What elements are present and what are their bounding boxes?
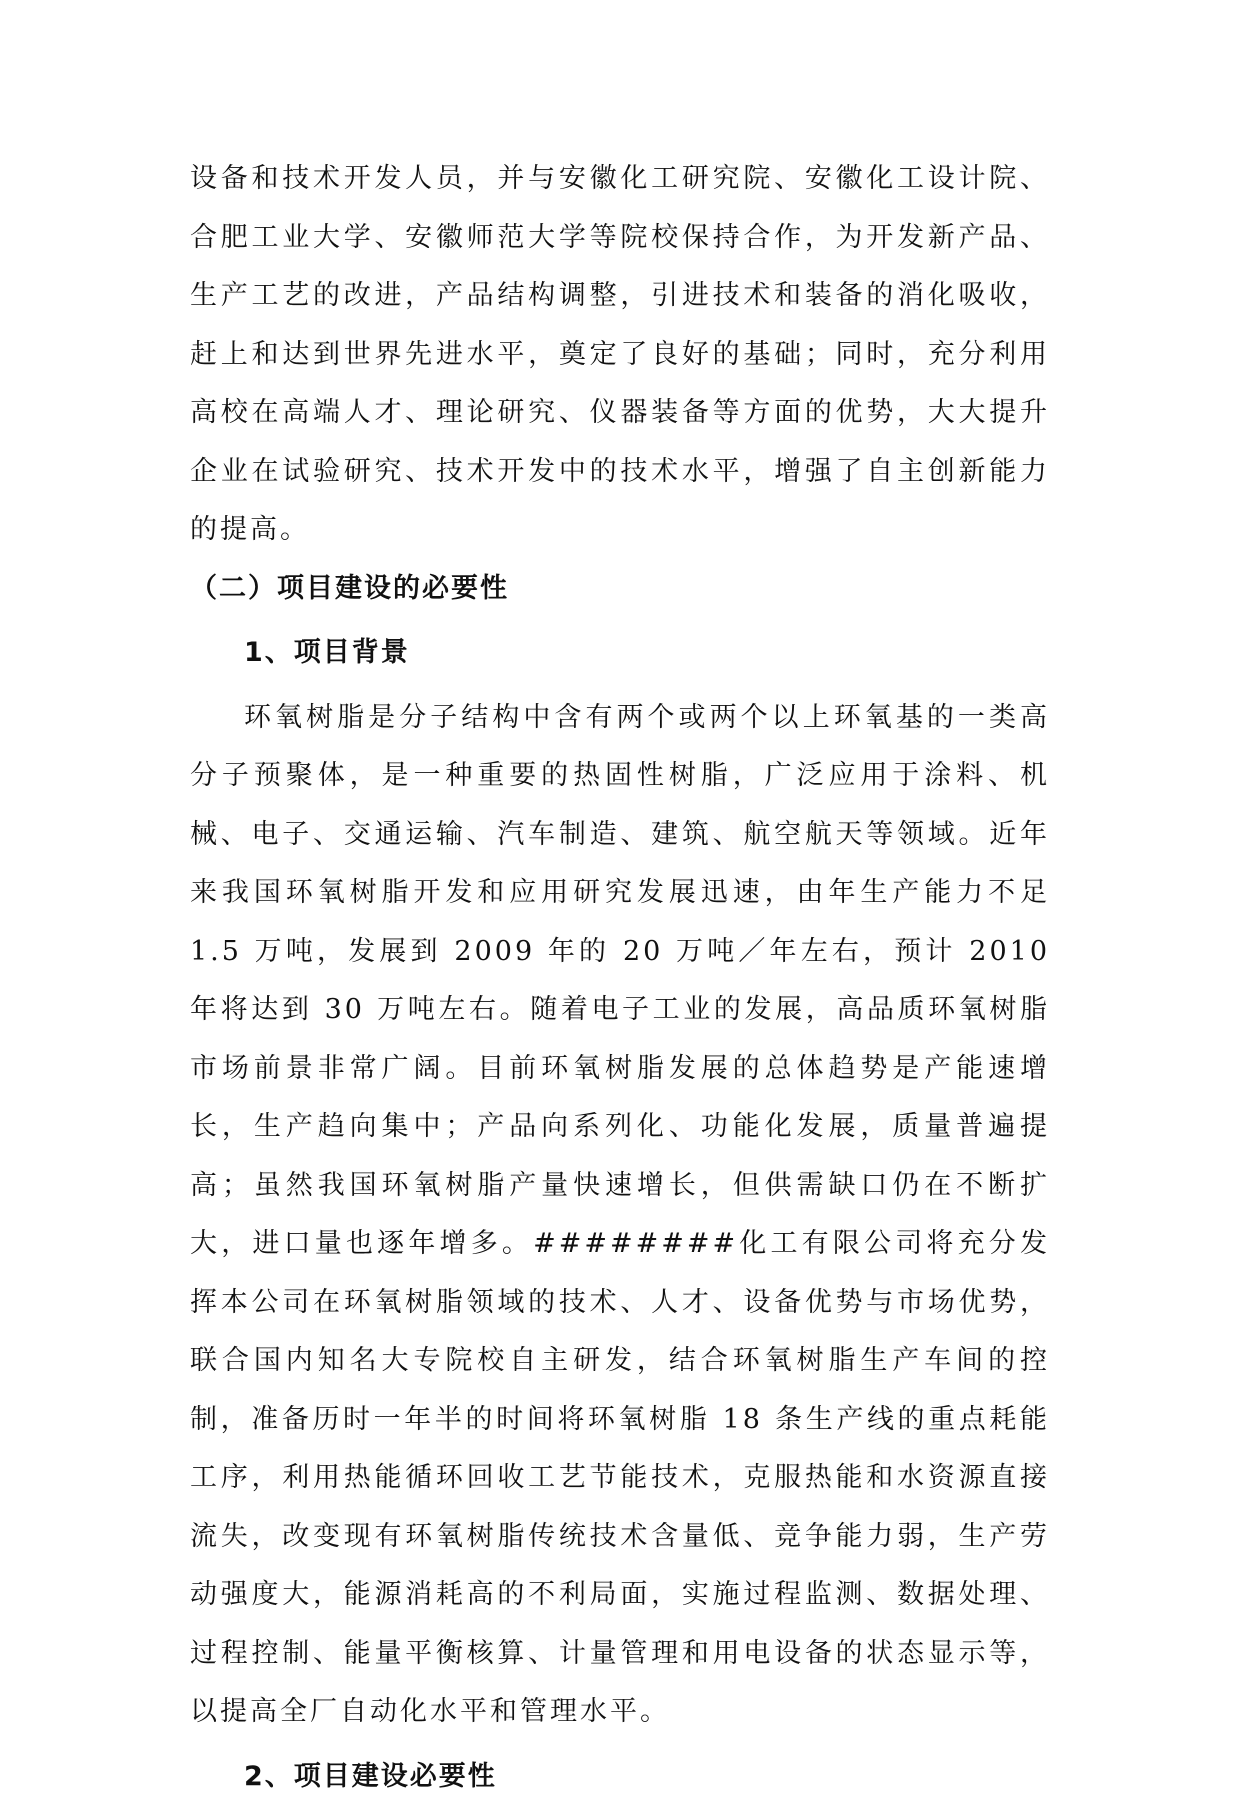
subheading-necessity: 2、项目建设必要性 <box>190 1748 1050 1806</box>
section-heading: （二）项目建设的必要性 <box>190 560 1050 619</box>
paragraph-background: 环氧树脂是分子结构中含有两个或两个以上环氧基的一类高分子预聚体，是一种重要的热固性树脂，广泛应用于涂料、机械、电子、交通运输、汽车制造、建筑、航空航天等领域。近年来我国环氧树脂开发和应用研究发展迅速，由年生产能力不足 1.5 万吨，发展到 2009 年的 20 万吨／年左右，预计 2010 年将达到 30 万吨左右。随着电子工业的发展，高品质环氧树脂市场前景非常广阔。目前环氧树脂发展的总体趋势是产能速增长，生产趋向集中；产品向系列化、功能化发展，质量普遍提高；虽然我国环氧树脂产量快速增长，但供需缺口仍在不断扩大，进口量也逐年增多。########化工有限公司将充分发挥本公司在环氧树脂领域的技术、人才、设备优势与市场优势，联合国内知名大专院校自主研发，结合环氧树脂生产车间的控制，准备历时一年半的时间将环氧树脂 18 条生产线的重点耗能工序，利用热能循环回收工艺节能技术，克服热能和水资源直接流失，改变现有环氧树脂传统技术含量低、竞争能力弱，生产劳动强度大，能源消耗高的不利局面，实施过程监测、数据处理、过程控制、能量平衡核算、计量管理和用电设备的状态显示等，以提高全厂自动化水平和管理水平。 <box>190 689 1050 1742</box>
paragraph-intro: 设备和技术开发人员，并与安徽化工研究院、安徽化工设计院、合肥工业大学、安徽师范大学等院校保持合作，为开发新产品、生产工艺的改进，产品结构调整，引进技术和装备的消化吸收，赶上和达到世界先进水平，奠定了良好的基础；同时，充分利用高校在高端人才、理论研究、仪器装备等方面的优势，大大提升企业在试验研究、技术开发中的技术水平，增强了自主创新能力的提高。 <box>190 150 1050 560</box>
subheading-background: 1、项目背景 <box>190 624 1050 683</box>
document-page <box>190 150 1050 1806</box>
